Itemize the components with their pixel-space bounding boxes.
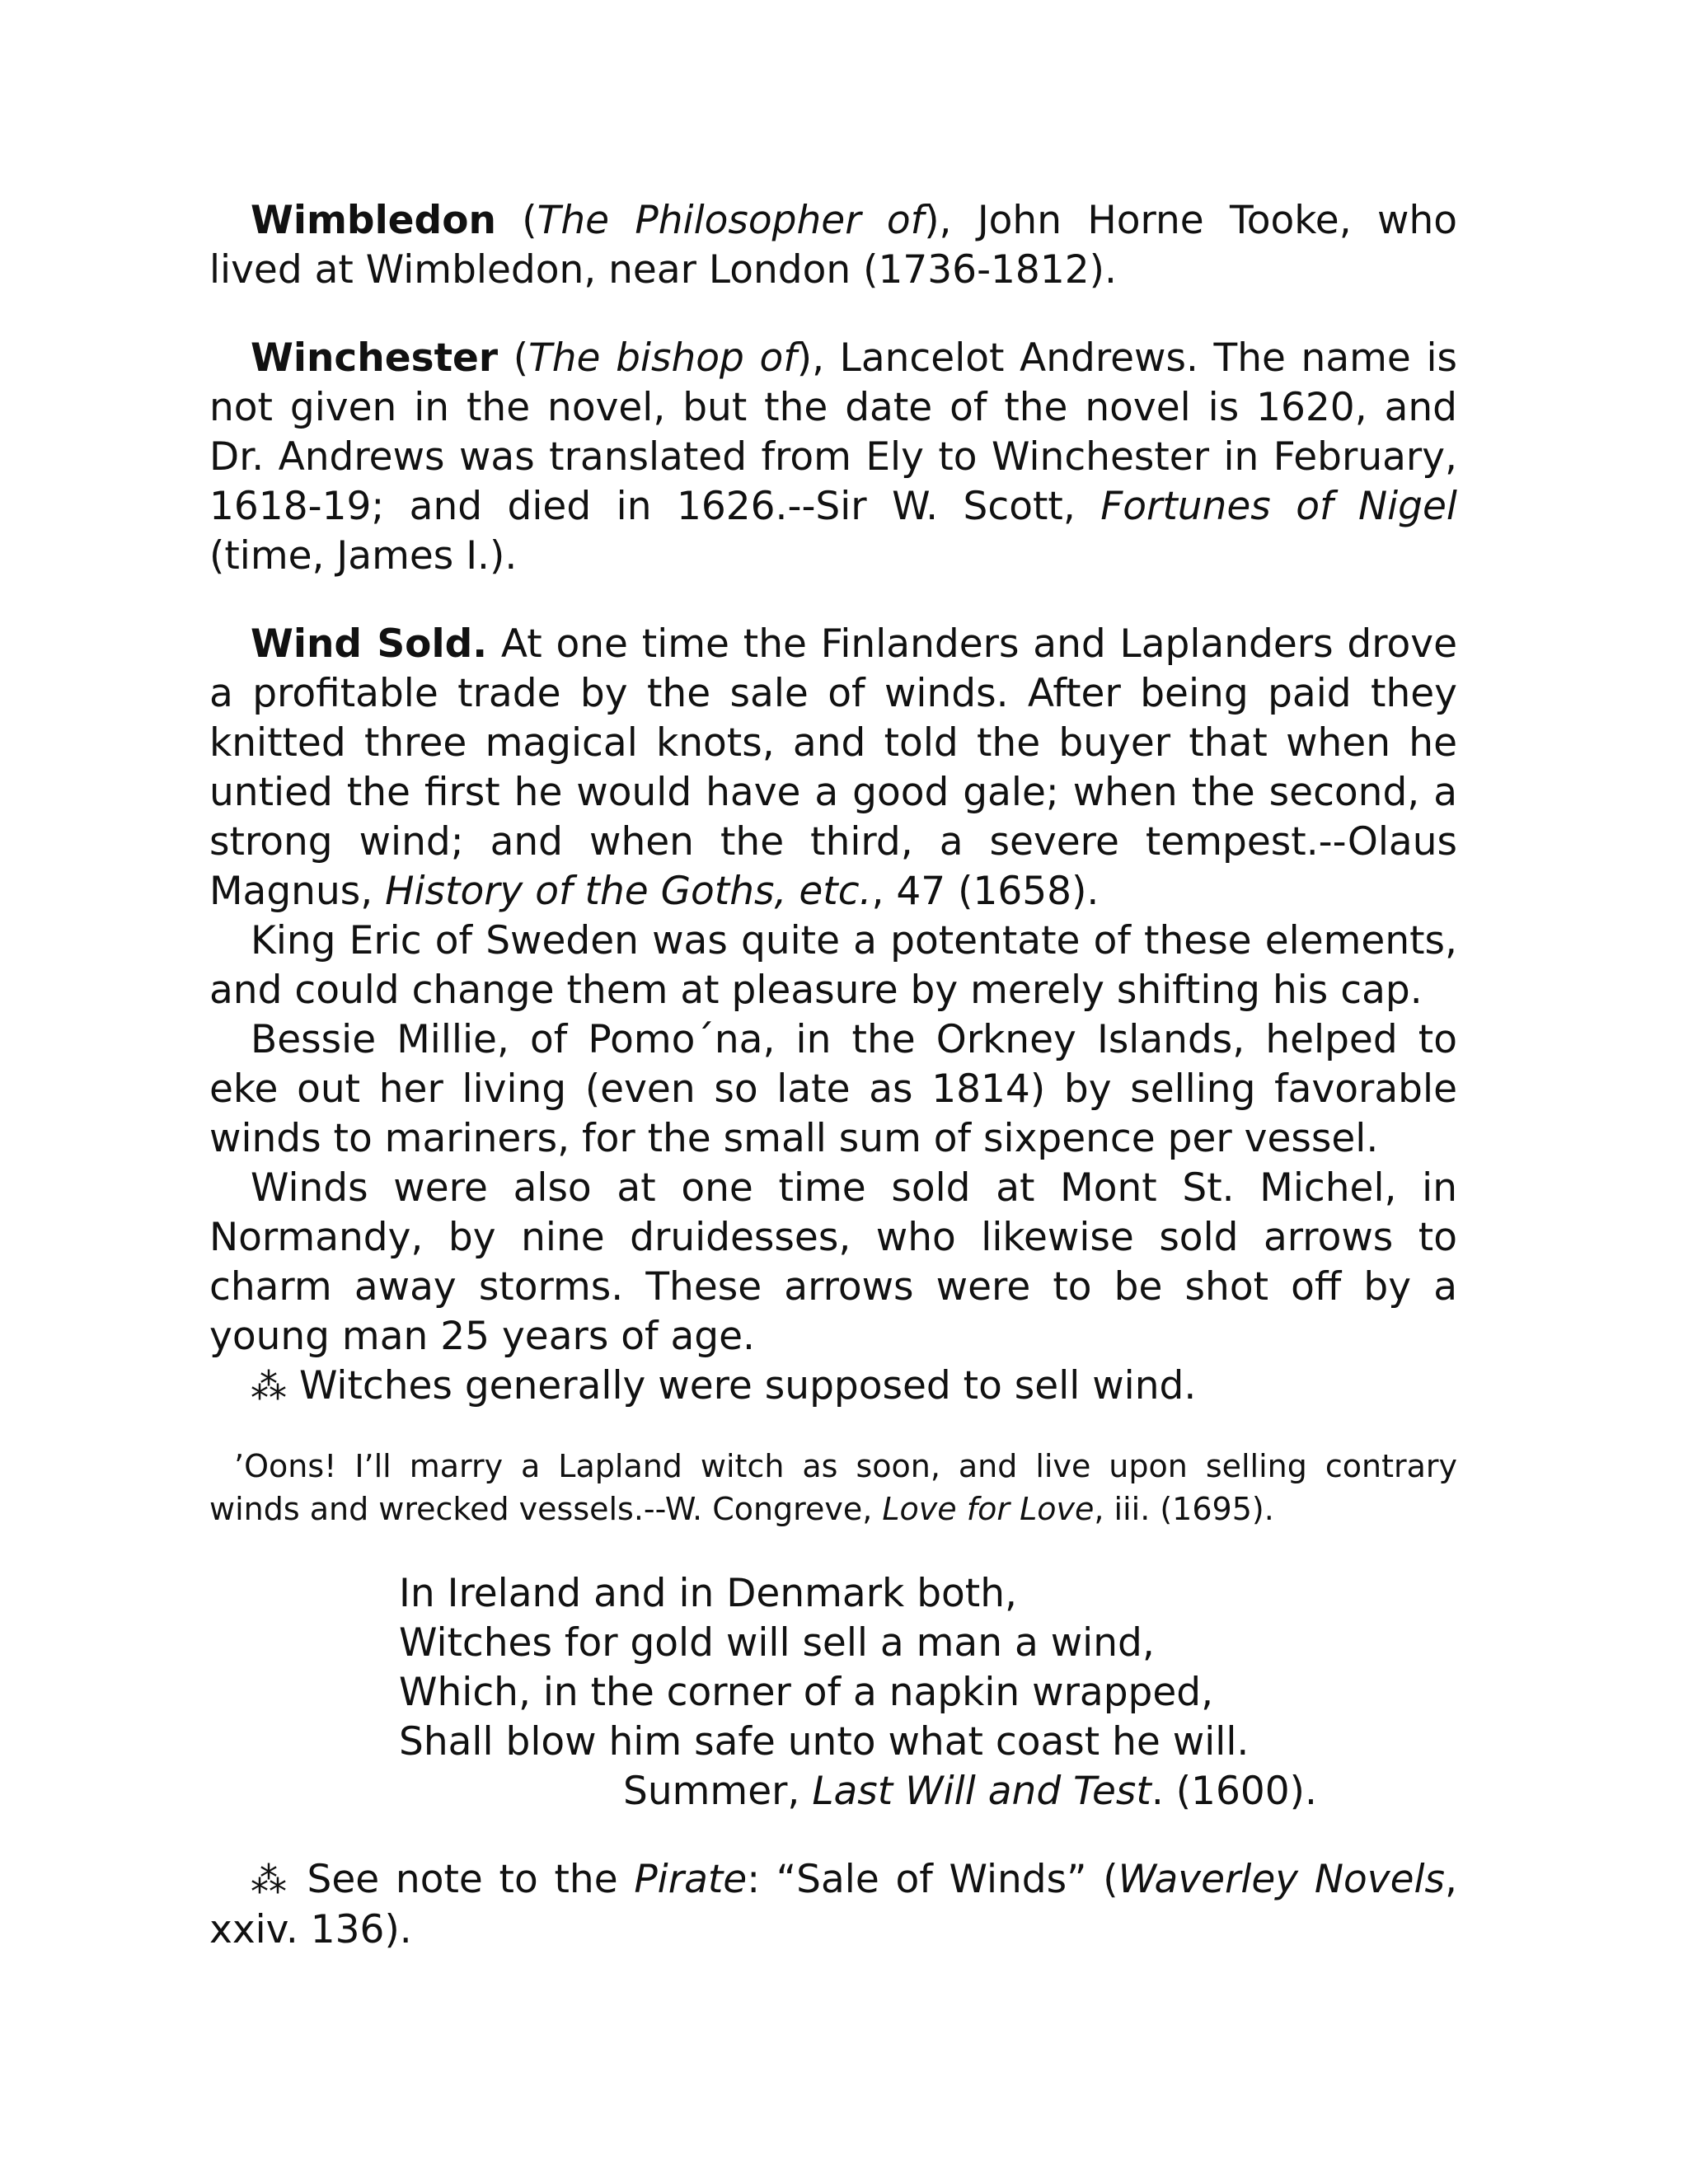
entry-text-tail: (time, James I.). xyxy=(209,533,518,579)
spacer xyxy=(209,1412,1457,1445)
entry-headword: Winchester xyxy=(251,335,499,381)
spacer xyxy=(209,581,1457,620)
entry-paragraph: Winds were also at one time sold at Mont St. Michel, in Normandy, by nine druidesses, who likewise sold arrows to charm away storms. These arrows were to be shot off by a young man 25 years of age. xyxy=(209,1165,1457,1359)
work-title: Last Will and Test xyxy=(812,1769,1151,1814)
block-quote xyxy=(209,1445,1457,1530)
entry-text: At one time the Finlanders and Laplanders drove a profitable trade by the sale of winds. After being paid they knitted three magical knots, and told the buyer that when he untied the first he would have a good gale; when the second, a strong wind; and when the third, a severe tempest.--Olaus Magnus, xyxy=(209,621,1457,914)
entry-winchester xyxy=(209,334,1457,581)
entry-paragraph xyxy=(209,196,1457,295)
spacer xyxy=(209,295,1457,334)
entry-subtitle: The bishop of xyxy=(528,335,797,381)
entry-subtitle: The Philosopher of xyxy=(537,198,925,243)
entry-headword: Wimbledon xyxy=(251,198,496,243)
verse-line: Shall blow him safe unto what coast he will. xyxy=(399,1719,1250,1765)
asterism-icon: ⁂ xyxy=(251,1859,291,1901)
asterism-icon: ⁂ xyxy=(251,1366,287,1408)
quote-tail: , iii. (1695). xyxy=(1094,1491,1274,1527)
entry-text-tail: , 47 (1658). xyxy=(871,869,1100,914)
spacer xyxy=(209,1816,1457,1855)
attribution-author: Summer, xyxy=(623,1769,813,1814)
verse-attribution xyxy=(399,1767,1457,1816)
entry-wimbledon xyxy=(209,196,1457,295)
work-title: Waverley Novels xyxy=(1118,1857,1446,1902)
quote-text: ’Oons! I’ll marry a Lapland witch as soon, and live upon selling contrary winds and wrecked vessels.--W. Congreve, xyxy=(209,1448,1457,1527)
note-text: , xxiv. 136). xyxy=(209,1857,1457,1952)
verse-block xyxy=(209,1569,1457,1816)
entry-note xyxy=(209,1855,1457,1955)
verse-line: In Ireland and in Denmark both, xyxy=(399,1571,1017,1616)
note-text: : “Sale of Winds” ( xyxy=(747,1857,1118,1902)
spacer xyxy=(209,1530,1457,1569)
entry-text: ), John Horne Tooke, who lived at Wimbledon, near London (1736-1812). xyxy=(209,198,1457,293)
punctuation: ( xyxy=(495,198,537,243)
work-title: History of the Goths, etc. xyxy=(385,869,872,914)
entry-paragraph xyxy=(209,334,1457,581)
entry-paragraph xyxy=(209,620,1457,916)
document-page xyxy=(209,196,1457,1955)
entry-wind-sold xyxy=(209,620,1457,1412)
entry-note xyxy=(209,1361,1457,1412)
entry-text: ), Lancelot Andrews. The name is not given in the novel, but the date of the novel is 1620, and Dr. Andrews was translated from Ely to Winchester in February, 1618-19; and died in 1626.--Sir W. Scott, xyxy=(209,335,1457,529)
work-title: Fortunes of Nigel xyxy=(1100,484,1457,529)
note-text: Witches generally were supposed to sell wind. xyxy=(287,1363,1197,1408)
attribution-tail: . (1600). xyxy=(1151,1769,1317,1814)
work-title: Love for Love xyxy=(882,1491,1095,1527)
note-text: See note to the xyxy=(290,1857,635,1902)
verse-line: Which, in the corner of a napkin wrapped, xyxy=(399,1670,1214,1715)
entry-headword: Wind Sold. xyxy=(251,621,488,667)
verse-line: Witches for gold will sell a man a wind, xyxy=(399,1620,1155,1666)
work-title: Pirate xyxy=(634,1857,748,1902)
punctuation: ( xyxy=(498,335,529,381)
entry-see-note xyxy=(209,1855,1457,1955)
entry-paragraph: Bessie Millie, of Pomo´na, in the Orkney Islands, helped to eke out her living (even so late as 1814) by selling favorable winds to mariners, for the small sum of sixpence per vessel. xyxy=(209,1017,1457,1161)
entry-paragraph: King Eric of Sweden was quite a potentate of these elements, and could change them at pleasure by merely shifting his cap. xyxy=(209,918,1457,1013)
